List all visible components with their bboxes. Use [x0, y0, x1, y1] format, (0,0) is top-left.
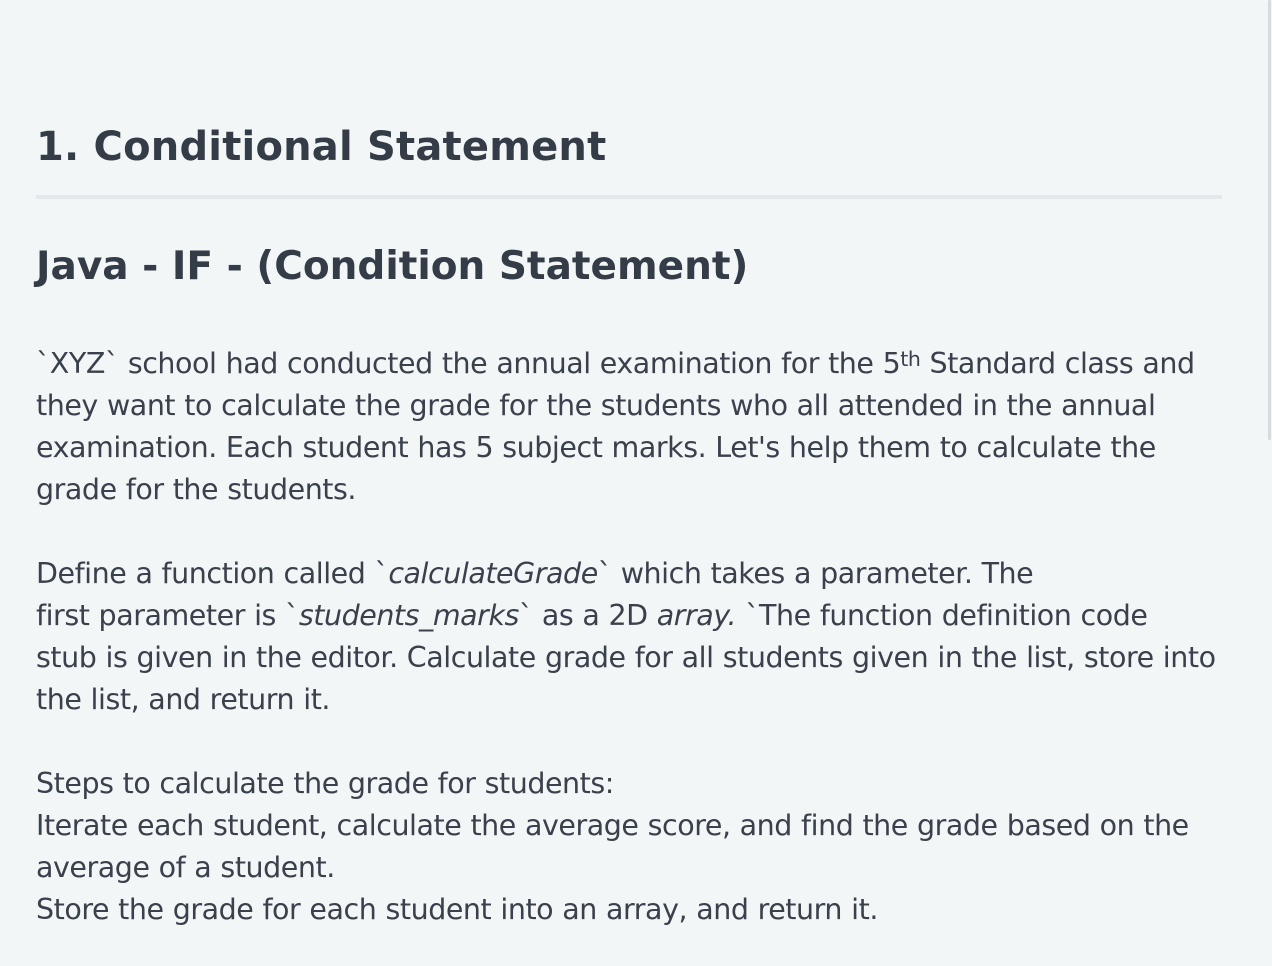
function-line	[36, 595, 1226, 637]
vertical-scrollbar[interactable]	[1267, 0, 1272, 966]
function-line	[36, 553, 1226, 595]
description-line: grade for the students.	[36, 473, 357, 506]
function-line: stub is given in the editor. Calculate grade for all students given in the list, store into	[36, 641, 1216, 674]
description-text: `XYZ` school had conducted the annual examination for the 5	[36, 347, 901, 380]
problem-title: Java - IF - (Condition Statement)	[36, 244, 749, 289]
function-text: ` as a 2D	[518, 599, 657, 632]
steps-paragraph	[36, 763, 1226, 931]
function-name: calculateGrade	[388, 557, 598, 590]
parameter-type: array.	[656, 599, 737, 632]
function-definition-paragraph	[36, 553, 1226, 721]
function-line: the list, and return it.	[36, 683, 331, 716]
function-text: `The function definition code	[736, 599, 1148, 632]
section-title: 1. Conditional Statement	[36, 124, 607, 170]
problem-description-paragraph	[36, 343, 1226, 511]
ordinal-superscript: th	[900, 346, 921, 371]
description-line: examination. Each student has 5 subject marks. Let's help them to calculate the	[36, 431, 1156, 464]
steps-line: Store the grade for each student into an array, and return it.	[36, 893, 878, 926]
function-text: Define a function called `	[36, 557, 389, 590]
function-text: first parameter is `	[36, 599, 299, 632]
section-divider	[36, 195, 1222, 199]
description-line: they want to calculate the grade for the students who all attended in the annual	[36, 389, 1156, 422]
steps-line: Iterate each student, calculate the average score, and find the grade based on the	[36, 809, 1189, 842]
steps-heading: Steps to calculate the grade for students:	[36, 767, 614, 800]
parameter-name: students_marks	[298, 599, 519, 632]
scrollbar-thumb[interactable]	[1268, 0, 1271, 440]
steps-line: average of a student.	[36, 851, 335, 884]
description-text: Standard class and	[920, 347, 1195, 380]
description-line	[36, 343, 1226, 385]
function-text: ` which takes a parameter. The	[597, 557, 1034, 590]
